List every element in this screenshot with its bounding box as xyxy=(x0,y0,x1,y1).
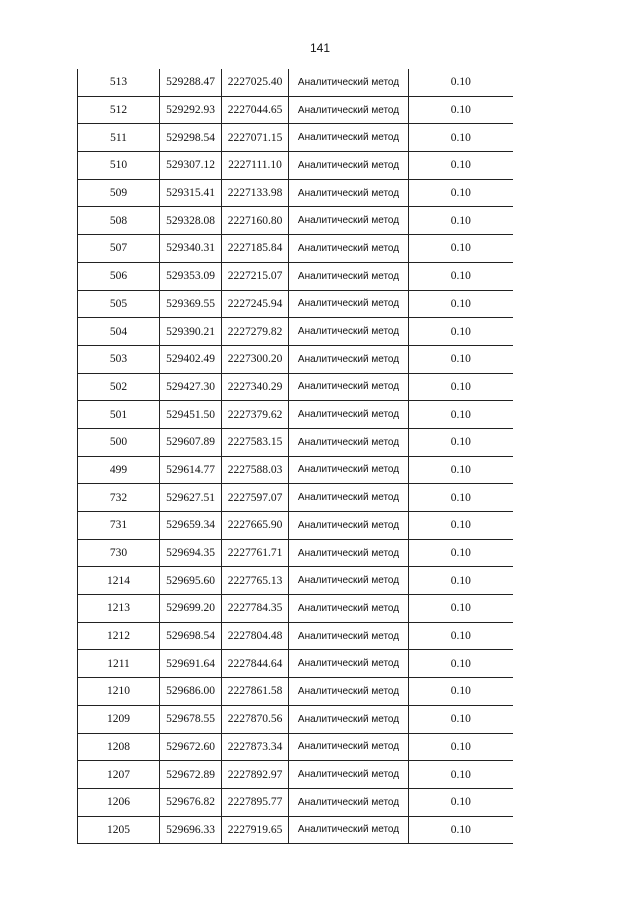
y-coordinate-cell: 2227844.64 xyxy=(222,650,289,678)
coordinates-table xyxy=(77,69,513,844)
method-cell: Аналитический метод xyxy=(289,207,409,235)
accuracy-cell: 0.10 xyxy=(409,539,513,567)
table-row xyxy=(78,96,513,124)
table-row xyxy=(78,179,513,207)
method-cell: Аналитический метод xyxy=(289,290,409,318)
table-row xyxy=(78,373,513,401)
table-row xyxy=(78,124,513,152)
y-coordinate-cell: 2227861.58 xyxy=(222,678,289,706)
x-coordinate-cell: 529686.00 xyxy=(160,678,222,706)
method-cell: Аналитический метод xyxy=(289,262,409,290)
table-row xyxy=(78,318,513,346)
method-cell: Аналитический метод xyxy=(289,373,409,401)
point-number-cell: 504 xyxy=(78,318,160,346)
x-coordinate-cell: 529672.60 xyxy=(160,733,222,761)
x-coordinate-cell: 529699.20 xyxy=(160,595,222,623)
accuracy-cell: 0.10 xyxy=(409,788,513,816)
table-row xyxy=(78,512,513,540)
point-number-cell: 499 xyxy=(78,456,160,484)
table-row xyxy=(78,207,513,235)
accuracy-cell: 0.10 xyxy=(409,705,513,733)
table-row xyxy=(78,484,513,512)
x-coordinate-cell: 529698.54 xyxy=(160,622,222,650)
table-row xyxy=(78,428,513,456)
method-cell: Аналитический метод xyxy=(289,152,409,180)
method-cell: Аналитический метод xyxy=(289,318,409,346)
method-cell: Аналитический метод xyxy=(289,345,409,373)
table-row xyxy=(78,539,513,567)
method-cell: Аналитический метод xyxy=(289,622,409,650)
accuracy-cell: 0.10 xyxy=(409,69,513,96)
y-coordinate-cell: 2227583.15 xyxy=(222,428,289,456)
method-cell: Аналитический метод xyxy=(289,96,409,124)
table-row xyxy=(78,567,513,595)
x-coordinate-cell: 529307.12 xyxy=(160,152,222,180)
accuracy-cell: 0.10 xyxy=(409,179,513,207)
point-number-cell: 503 xyxy=(78,345,160,373)
x-coordinate-cell: 529292.93 xyxy=(160,96,222,124)
x-coordinate-cell: 529694.35 xyxy=(160,539,222,567)
method-cell: Аналитический метод xyxy=(289,650,409,678)
accuracy-cell: 0.10 xyxy=(409,678,513,706)
method-cell: Аналитический метод xyxy=(289,428,409,456)
x-coordinate-cell: 529353.09 xyxy=(160,262,222,290)
method-cell: Аналитический метод xyxy=(289,512,409,540)
x-coordinate-cell: 529390.21 xyxy=(160,318,222,346)
accuracy-cell: 0.10 xyxy=(409,622,513,650)
point-number-cell: 1214 xyxy=(78,567,160,595)
x-coordinate-cell: 529627.51 xyxy=(160,484,222,512)
x-coordinate-cell: 529369.55 xyxy=(160,290,222,318)
accuracy-cell: 0.10 xyxy=(409,761,513,789)
accuracy-cell: 0.10 xyxy=(409,124,513,152)
table-row xyxy=(78,761,513,789)
table-row xyxy=(78,456,513,484)
table-row xyxy=(78,733,513,761)
point-number-cell: 1208 xyxy=(78,733,160,761)
point-number-cell: 1210 xyxy=(78,678,160,706)
y-coordinate-cell: 2227300.20 xyxy=(222,345,289,373)
table-row xyxy=(78,235,513,263)
point-number-cell: 508 xyxy=(78,207,160,235)
table-row xyxy=(78,705,513,733)
y-coordinate-cell: 2227665.90 xyxy=(222,512,289,540)
table-row xyxy=(78,788,513,816)
point-number-cell: 1205 xyxy=(78,816,160,844)
point-number-cell: 509 xyxy=(78,179,160,207)
x-coordinate-cell: 529328.08 xyxy=(160,207,222,235)
method-cell: Аналитический метод xyxy=(289,761,409,789)
accuracy-cell: 0.10 xyxy=(409,512,513,540)
point-number-cell: 507 xyxy=(78,235,160,263)
page-number: 141 xyxy=(309,41,331,55)
point-number-cell: 513 xyxy=(78,69,160,96)
method-cell: Аналитический метод xyxy=(289,567,409,595)
x-coordinate-cell: 529695.60 xyxy=(160,567,222,595)
y-coordinate-cell: 2227133.98 xyxy=(222,179,289,207)
point-number-cell: 1211 xyxy=(78,650,160,678)
x-coordinate-cell: 529691.64 xyxy=(160,650,222,678)
table-row xyxy=(78,152,513,180)
accuracy-cell: 0.10 xyxy=(409,567,513,595)
table-row xyxy=(78,262,513,290)
y-coordinate-cell: 2227765.13 xyxy=(222,567,289,595)
table-row xyxy=(78,290,513,318)
method-cell: Аналитический метод xyxy=(289,788,409,816)
coordinates-table-body xyxy=(78,69,513,844)
x-coordinate-cell: 529340.31 xyxy=(160,235,222,263)
y-coordinate-cell: 2227597.07 xyxy=(222,484,289,512)
y-coordinate-cell: 2227870.56 xyxy=(222,705,289,733)
method-cell: Аналитический метод xyxy=(289,124,409,152)
table-row xyxy=(78,622,513,650)
accuracy-cell: 0.10 xyxy=(409,456,513,484)
accuracy-cell: 0.10 xyxy=(409,401,513,429)
point-number-cell: 731 xyxy=(78,512,160,540)
point-number-cell: 511 xyxy=(78,124,160,152)
y-coordinate-cell: 2227340.29 xyxy=(222,373,289,401)
method-cell: Аналитический метод xyxy=(289,401,409,429)
accuracy-cell: 0.10 xyxy=(409,816,513,844)
table-row xyxy=(78,69,513,96)
method-cell: Аналитический метод xyxy=(289,705,409,733)
method-cell: Аналитический метод xyxy=(289,484,409,512)
accuracy-cell: 0.10 xyxy=(409,152,513,180)
method-cell: Аналитический метод xyxy=(289,678,409,706)
y-coordinate-cell: 2227379.62 xyxy=(222,401,289,429)
y-coordinate-cell: 2227895.77 xyxy=(222,788,289,816)
point-number-cell: 506 xyxy=(78,262,160,290)
y-coordinate-cell: 2227892.97 xyxy=(222,761,289,789)
accuracy-cell: 0.10 xyxy=(409,96,513,124)
table-row xyxy=(78,345,513,373)
accuracy-cell: 0.10 xyxy=(409,733,513,761)
accuracy-cell: 0.10 xyxy=(409,650,513,678)
point-number-cell: 1212 xyxy=(78,622,160,650)
point-number-cell: 500 xyxy=(78,428,160,456)
point-number-cell: 505 xyxy=(78,290,160,318)
x-coordinate-cell: 529672.89 xyxy=(160,761,222,789)
x-coordinate-cell: 529676.82 xyxy=(160,788,222,816)
point-number-cell: 502 xyxy=(78,373,160,401)
method-cell: Аналитический метод xyxy=(289,456,409,484)
method-cell: Аналитический метод xyxy=(289,733,409,761)
x-coordinate-cell: 529288.47 xyxy=(160,69,222,96)
x-coordinate-cell: 529607.89 xyxy=(160,428,222,456)
point-number-cell: 730 xyxy=(78,539,160,567)
y-coordinate-cell: 2227873.34 xyxy=(222,733,289,761)
method-cell: Аналитический метод xyxy=(289,595,409,623)
x-coordinate-cell: 529427.30 xyxy=(160,373,222,401)
y-coordinate-cell: 2227071.15 xyxy=(222,124,289,152)
table-row xyxy=(78,816,513,844)
method-cell: Аналитический метод xyxy=(289,179,409,207)
table-row xyxy=(78,678,513,706)
y-coordinate-cell: 2227111.10 xyxy=(222,152,289,180)
y-coordinate-cell: 2227919.65 xyxy=(222,816,289,844)
y-coordinate-cell: 2227044.65 xyxy=(222,96,289,124)
point-number-cell: 1209 xyxy=(78,705,160,733)
y-coordinate-cell: 2227245.94 xyxy=(222,290,289,318)
accuracy-cell: 0.10 xyxy=(409,235,513,263)
y-coordinate-cell: 2227025.40 xyxy=(222,69,289,96)
x-coordinate-cell: 529315.41 xyxy=(160,179,222,207)
point-number-cell: 1206 xyxy=(78,788,160,816)
x-coordinate-cell: 529659.34 xyxy=(160,512,222,540)
table-row xyxy=(78,650,513,678)
x-coordinate-cell: 529678.55 xyxy=(160,705,222,733)
y-coordinate-cell: 2227279.82 xyxy=(222,318,289,346)
y-coordinate-cell: 2227185.84 xyxy=(222,235,289,263)
accuracy-cell: 0.10 xyxy=(409,484,513,512)
y-coordinate-cell: 2227804.48 xyxy=(222,622,289,650)
accuracy-cell: 0.10 xyxy=(409,290,513,318)
y-coordinate-cell: 2227588.03 xyxy=(222,456,289,484)
accuracy-cell: 0.10 xyxy=(409,428,513,456)
accuracy-cell: 0.10 xyxy=(409,373,513,401)
y-coordinate-cell: 2227215.07 xyxy=(222,262,289,290)
accuracy-cell: 0.10 xyxy=(409,345,513,373)
x-coordinate-cell: 529402.49 xyxy=(160,345,222,373)
x-coordinate-cell: 529298.54 xyxy=(160,124,222,152)
x-coordinate-cell: 529451.50 xyxy=(160,401,222,429)
accuracy-cell: 0.10 xyxy=(409,318,513,346)
point-number-cell: 501 xyxy=(78,401,160,429)
table-row xyxy=(78,595,513,623)
x-coordinate-cell: 529614.77 xyxy=(160,456,222,484)
table-row xyxy=(78,401,513,429)
y-coordinate-cell: 2227761.71 xyxy=(222,539,289,567)
point-number-cell: 1207 xyxy=(78,761,160,789)
method-cell: Аналитический метод xyxy=(289,539,409,567)
x-coordinate-cell: 529696.33 xyxy=(160,816,222,844)
y-coordinate-cell: 2227784.35 xyxy=(222,595,289,623)
y-coordinate-cell: 2227160.80 xyxy=(222,207,289,235)
accuracy-cell: 0.10 xyxy=(409,207,513,235)
method-cell: Аналитический метод xyxy=(289,235,409,263)
point-number-cell: 732 xyxy=(78,484,160,512)
accuracy-cell: 0.10 xyxy=(409,262,513,290)
point-number-cell: 1213 xyxy=(78,595,160,623)
point-number-cell: 512 xyxy=(78,96,160,124)
method-cell: Аналитический метод xyxy=(289,69,409,96)
point-number-cell: 510 xyxy=(78,152,160,180)
accuracy-cell: 0.10 xyxy=(409,595,513,623)
method-cell: Аналитический метод xyxy=(289,816,409,844)
